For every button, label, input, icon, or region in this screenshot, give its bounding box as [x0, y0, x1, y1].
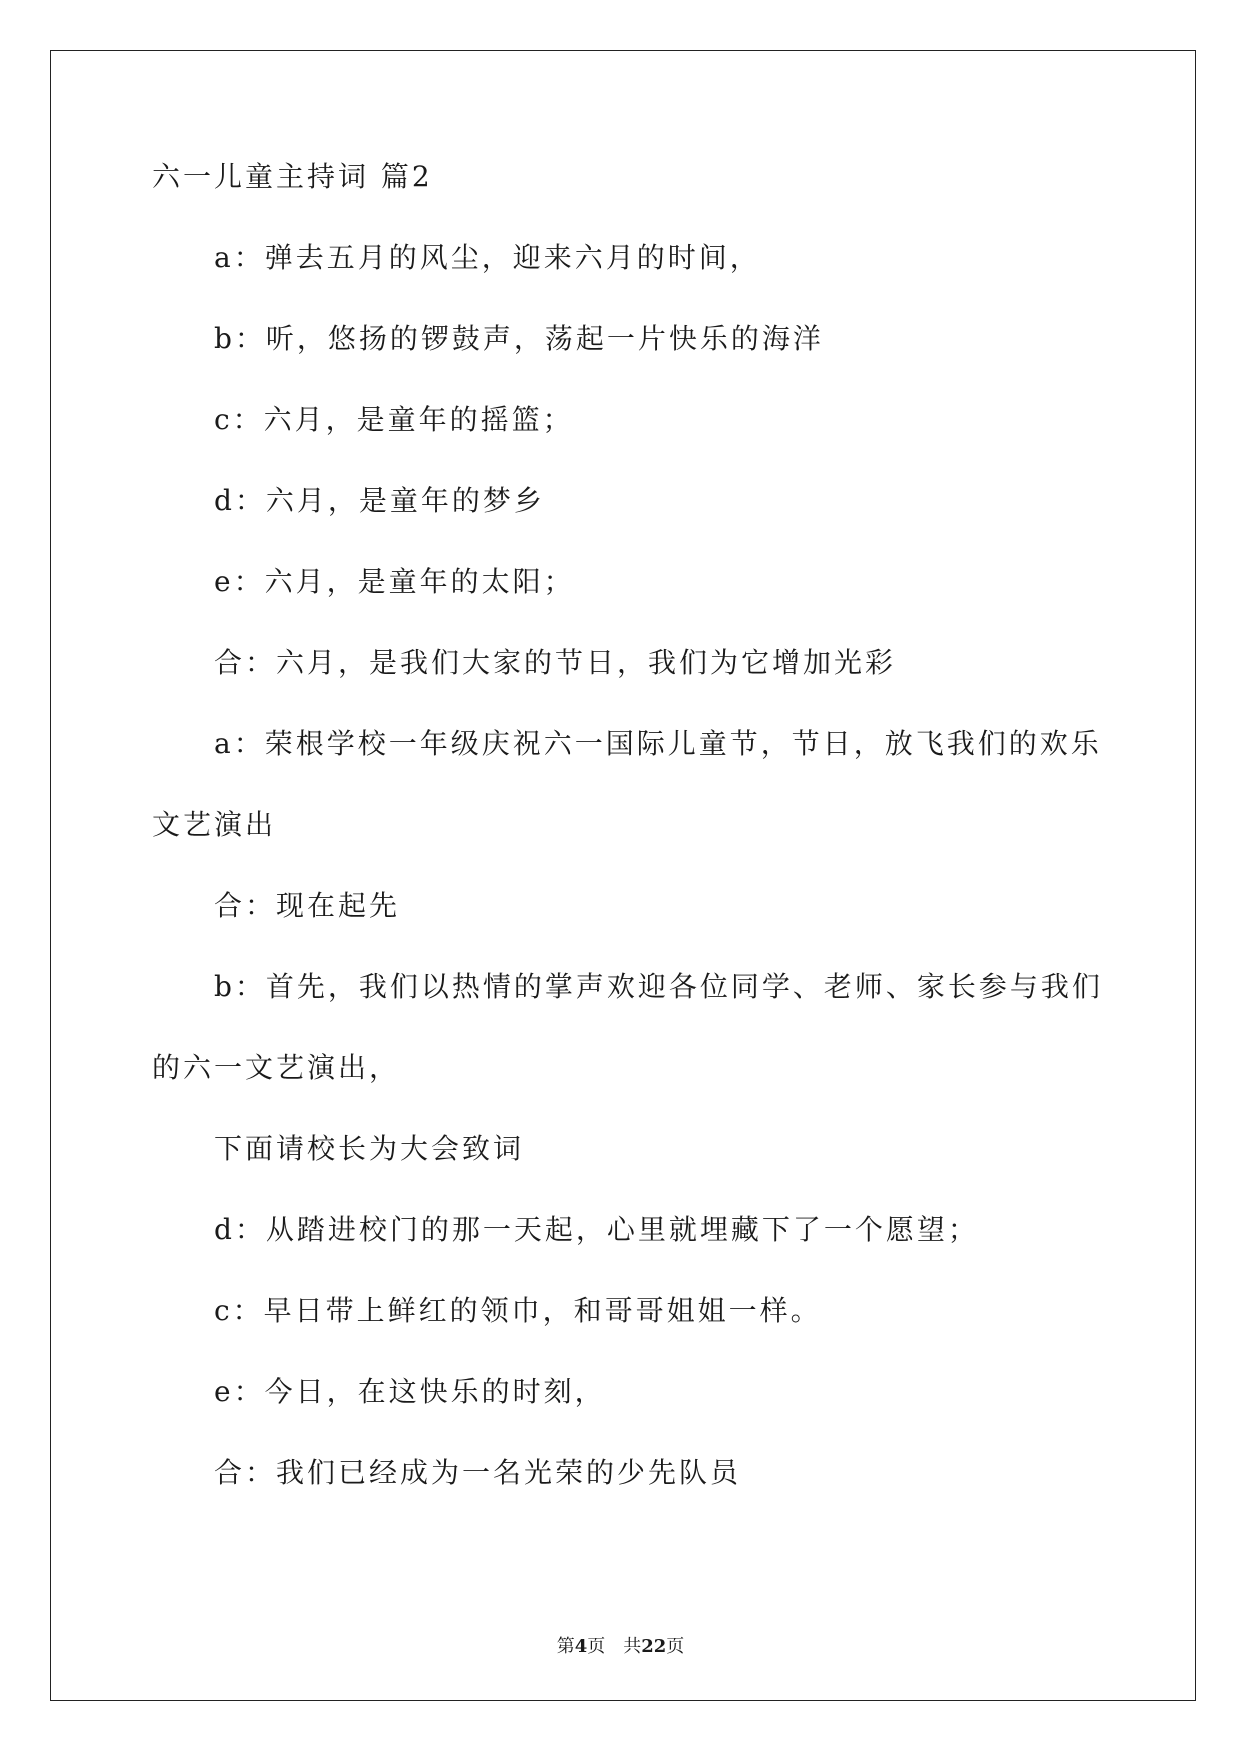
- paragraph-line-continued: 文艺演出: [152, 808, 277, 841]
- paragraph-line: e：今日，在这快乐的时刻，: [214, 1375, 606, 1408]
- paragraph-line: c：六月，是童年的摇篮；: [214, 403, 574, 436]
- total-page-count: 22: [641, 1636, 667, 1657]
- page-footer: [0, 1632, 1241, 1658]
- paragraph-line: b：听，悠扬的锣鼓声，荡起一片快乐的海洋: [214, 322, 824, 355]
- paragraph-line: d：从踏进校门的那一天起，心里就埋藏下了一个愿望；: [214, 1213, 979, 1246]
- document-body: [152, 160, 1103, 1537]
- paragraph-line: d：六月，是童年的梦乡: [214, 484, 545, 517]
- footer-suffix: 页: [666, 1636, 685, 1657]
- paragraph-line: 下面请校长为大会致词: [214, 1132, 525, 1165]
- paragraph-line: a：弹去五月的风尘，迎来六月的时间，: [214, 241, 761, 274]
- footer-prefix: 第: [556, 1636, 575, 1657]
- paragraph-line: c：早日带上鲜红的领巾，和哥哥姐姐一样。: [214, 1294, 822, 1327]
- paragraph-line: b：首先，我们以热情的掌声欢迎各位同学、老师、家长参与我们: [214, 970, 1103, 1003]
- paragraph-line: 合：现在起先: [214, 889, 401, 922]
- paragraph-line: 合：我们已经成为一名光荣的少先队员: [214, 1456, 742, 1489]
- paragraph-line: 合：六月，是我们大家的节日，我们为它增加光彩: [214, 646, 897, 679]
- footer-middle: 页 共: [587, 1636, 642, 1657]
- current-page-number: 4: [574, 1636, 588, 1657]
- paragraph-line: e：六月，是童年的太阳；: [214, 565, 575, 598]
- document-title: 六一儿童主持词 篇2: [152, 160, 433, 193]
- paragraph-line-continued: 的六一文艺演出，: [152, 1051, 401, 1084]
- paragraph-line: a：荣根学校一年级庆祝六一国际儿童节，节日，放飞我们的欢乐: [214, 727, 1102, 760]
